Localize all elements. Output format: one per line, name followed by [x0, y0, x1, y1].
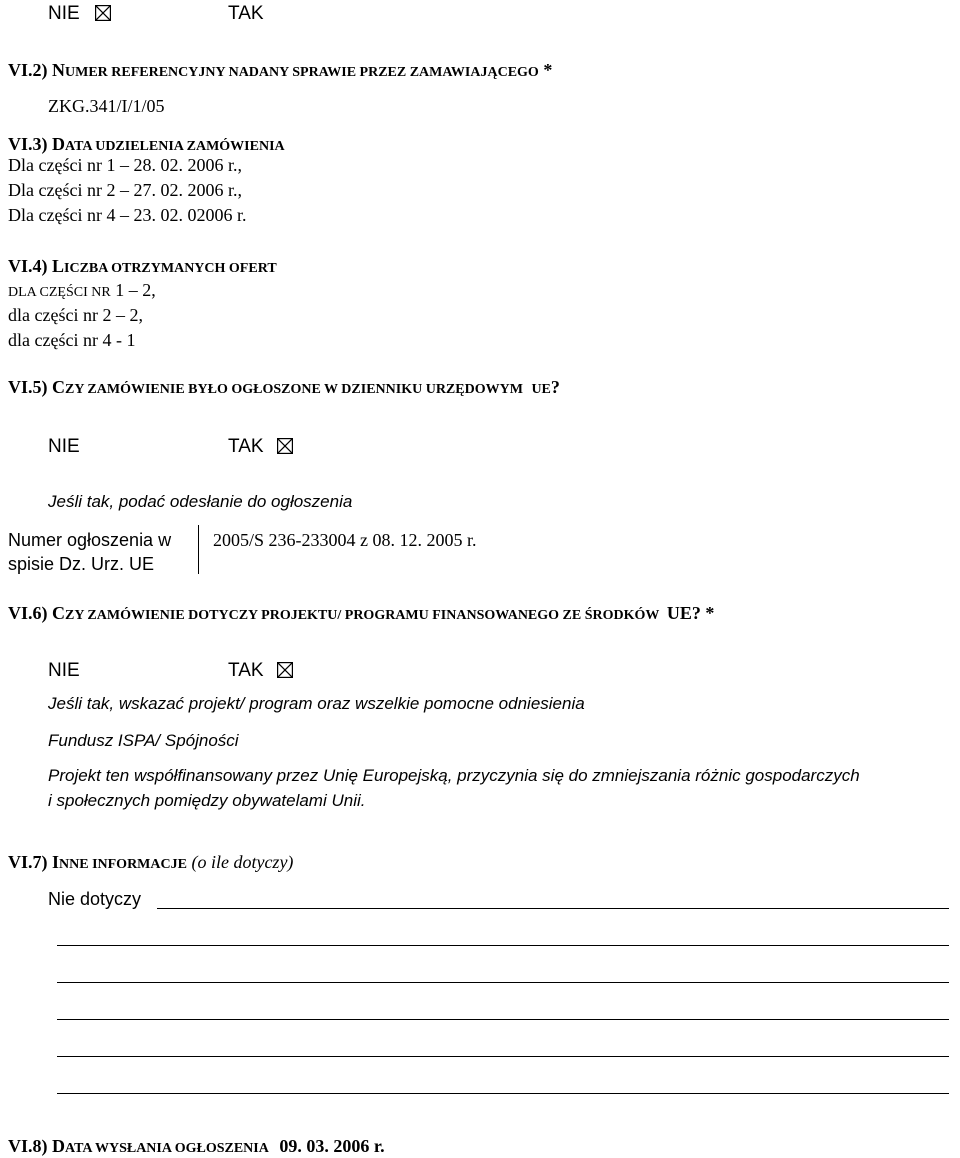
- notice-number-value: 2005/S 236-233004 z 08. 12. 2005 r.: [213, 530, 477, 550]
- fill-line: [57, 945, 949, 946]
- title-rest: ICZBA OTRZYMANYCH OFERT: [64, 261, 277, 276]
- fill-line: [57, 982, 949, 983]
- small-caps-label: DLA CZĘŚCI NR: [8, 285, 111, 300]
- title-cap: I: [52, 852, 60, 872]
- s6-tak-option[interactable]: [228, 660, 293, 682]
- s5-nie-option[interactable]: NIE: [48, 436, 80, 457]
- checked-box-icon[interactable]: [95, 5, 111, 21]
- fill-line: [57, 1019, 949, 1020]
- award-date-part2: Dla części nr 2 – 27. 02. 2006 r.,: [8, 180, 242, 200]
- section-number: VI.3): [8, 134, 48, 154]
- dispatch-date-value: 09. 03. 2006 r.: [279, 1136, 385, 1156]
- title-rest: ZY ZAMÓWIENIE BYŁO OGŁOSZONE W DZIENNIKU URZĘDOWYM: [65, 382, 523, 397]
- tak-label: TAK: [228, 660, 264, 681]
- s5-tak-option[interactable]: [228, 436, 293, 458]
- s6-hint: Jeśli tak, wskazać projekt/ program oraz wszelkie pomocne odniesienia: [48, 694, 585, 713]
- title-cap: N: [52, 60, 65, 80]
- section-number: VI.2): [8, 60, 48, 80]
- fill-line: [157, 908, 949, 909]
- section-vi6-heading: [8, 603, 714, 624]
- section-vi5-heading: [8, 377, 560, 398]
- title-rest: NNE INFORMACJE: [59, 857, 187, 872]
- section-number: VI.5): [8, 377, 48, 397]
- top-nie-option[interactable]: [48, 3, 111, 25]
- title-rest: ATA WYSŁANIA OGŁOSZENIA: [65, 1141, 269, 1156]
- title-ue: UE: [531, 382, 551, 397]
- project-description-line2: i społecznych pomiędzy obywatelami Unii.: [48, 791, 366, 810]
- section-vi8-heading: [8, 1136, 385, 1157]
- title-cap: C: [52, 377, 65, 397]
- field-divider: [198, 525, 199, 574]
- title-question: ?: [550, 377, 560, 397]
- notice-number-label-line2: spisie Dz. Urz. UE: [8, 554, 155, 574]
- title-cap: L: [52, 256, 65, 276]
- title-rest: UMER REFERENCYJNY NADANY SPRAWIE PRZEZ ZAMAWIAJĄCEGO: [65, 65, 539, 80]
- checked-box-icon[interactable]: [277, 438, 293, 454]
- offers-count-part1: [8, 280, 156, 301]
- fill-line: [57, 1056, 949, 1057]
- offers-count-part2: dla części nr 2 – 2,: [8, 305, 143, 325]
- project-description-line1: Projekt ten współfinansowany przez Unię Europejską, przyczynia się do zmniejszania różnic gospodarczych: [48, 766, 860, 785]
- section-number: VI.6): [8, 603, 48, 623]
- nie-label: NIE: [48, 3, 80, 24]
- section-number: VI.4): [8, 256, 48, 276]
- top-tak-label[interactable]: TAK: [228, 3, 264, 24]
- offers-count-value: 1 – 2,: [115, 280, 156, 300]
- notice-number-label-line1: Numer ogłoszenia w: [8, 530, 172, 550]
- section-number: VI.7): [8, 852, 48, 872]
- section-number: VI.8): [8, 1136, 48, 1156]
- tak-label: TAK: [228, 436, 264, 457]
- title-tail: UE? *: [666, 603, 715, 623]
- fund-name: Fundusz ISPA/ Spójności: [48, 731, 239, 750]
- fill-line: [57, 1093, 949, 1094]
- s6-nie-option[interactable]: NIE: [48, 660, 80, 681]
- reference-number-value: ZKG.341/I/1/05: [48, 96, 165, 116]
- title-rest: ZY ZAMÓWIENIE DOTYCZY PROJEKTU/ PROGRAMU FINANSOWANEGO ZE ŚRODKÓW: [65, 608, 660, 623]
- title-rest: ATA UDZIELENIA ZAMÓWIENIA: [65, 139, 285, 154]
- section-vi3-heading: [8, 134, 285, 155]
- section-vi4-heading: [8, 256, 277, 277]
- title-cap: D: [52, 134, 65, 154]
- checked-box-icon[interactable]: [277, 662, 293, 678]
- section-vi7-heading: [8, 852, 293, 873]
- offers-count-part4: dla części nr 4 - 1: [8, 330, 136, 350]
- other-info-value: Nie dotyczy: [48, 889, 142, 909]
- title-note: (o ile dotyczy): [191, 852, 294, 872]
- section-vi2-heading: [8, 60, 552, 81]
- award-date-part4: Dla części nr 4 – 23. 02. 02006 r.: [8, 205, 247, 225]
- title-cap: C: [52, 603, 65, 623]
- award-date-part1: Dla części nr 1 – 28. 02. 2006 r.,: [8, 155, 242, 175]
- s5-hint: Jeśli tak, podać odesłanie do ogłoszenia: [48, 492, 353, 511]
- required-star: *: [543, 60, 553, 80]
- title-cap: D: [52, 1136, 65, 1156]
